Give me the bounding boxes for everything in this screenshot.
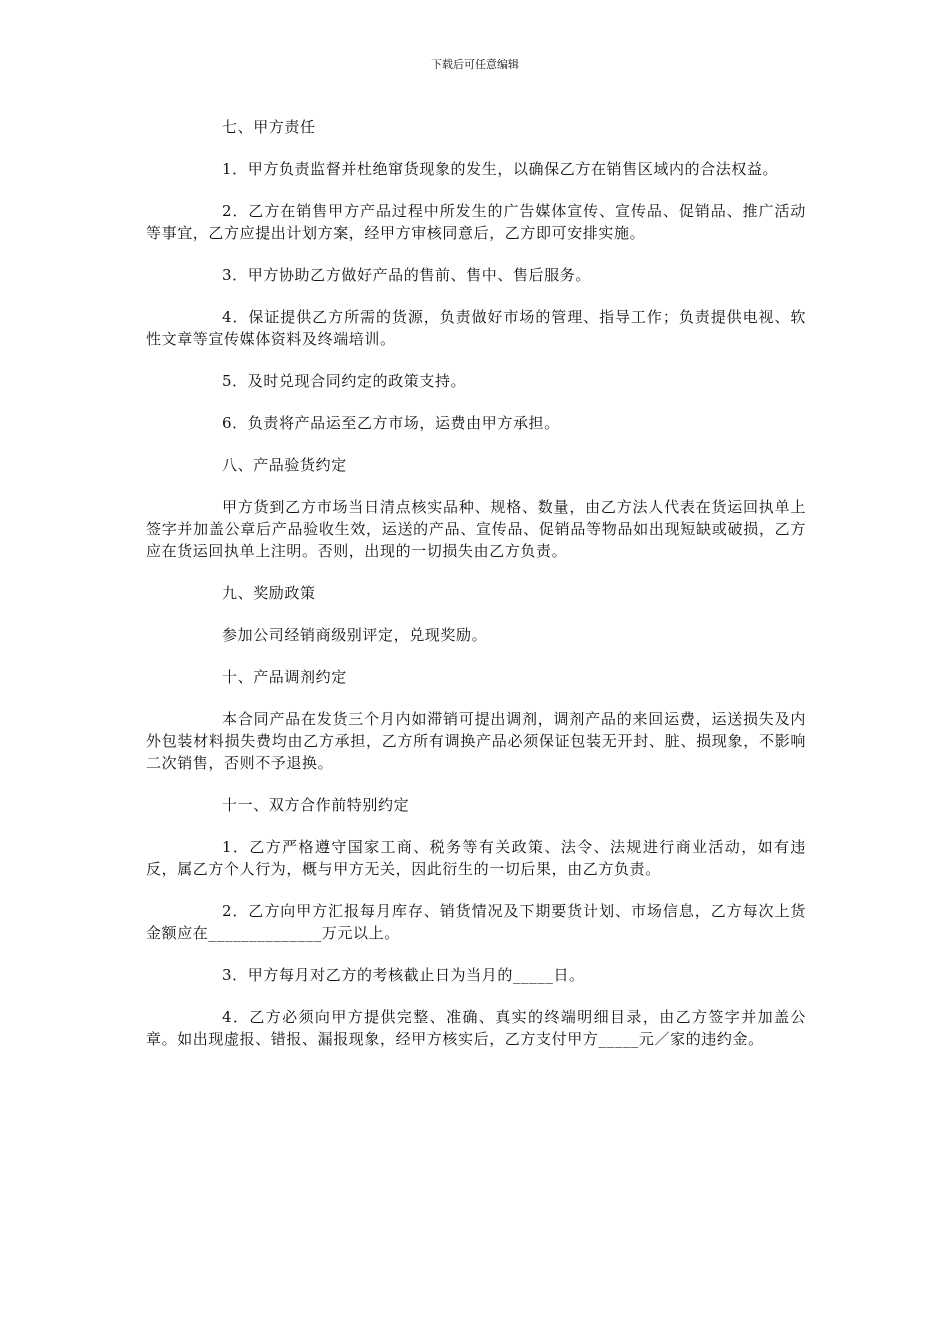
section-heading-8: 八、产品验货约定 — [222, 456, 347, 474]
paragraph-11-1: 1．乙方严格遵守国家工商、税务等有关政策、法令、法规进行商业活动，如有违反，属乙方个人行为，概与甲方无关，因此衍生的一切后果，由乙方负责。 — [146, 838, 806, 878]
section-heading-10: 十、产品调剂约定 — [222, 668, 347, 686]
section-heading-9: 九、奖励政策 — [222, 584, 316, 602]
section-heading-7: 七、甲方责任 — [222, 118, 316, 136]
section-heading-11: 十一、双方合作前特别约定 — [222, 796, 410, 814]
paragraph-7-3: 3．甲方协助乙方做好产品的售前、售中、售后服务。 — [222, 266, 591, 284]
paragraph-9: 参加公司经销商级别评定，兑现奖励。 — [222, 626, 488, 644]
paragraph-11-3: 3．甲方每月对乙方的考核截止日为当月的_____日。 — [222, 966, 585, 984]
document-body — [146, 116, 806, 1070]
paragraph-7-2: 2．乙方在销售甲方产品过程中所发生的广告媒体宣传、宣传品、促销品、推广活动等事宜，乙方应提出计划方案，经甲方审核同意后，乙方即可安排实施。 — [146, 202, 806, 242]
paragraph-7-1: 1．甲方负责监督并杜绝窜货现象的发生，以确保乙方在销售区域内的合法权益。 — [222, 160, 779, 178]
paragraph-11-2: 2．乙方向甲方汇报每月库存、销货情况及下期要货计划、市场信息，乙方每次上货金额应在______________万元以上。 — [146, 902, 806, 942]
paragraph-8: 甲方货到乙方市场当日清点核实品种、规格、数量，由乙方法人代表在货运回执单上签字并加盖公章后产品验收生效，运送的产品、宣传品、促销品等物品如出现短缺或破损，乙方应在货运回执单上注明。否则，出现的一切损失由乙方负责。 — [146, 498, 806, 560]
page-header: 下载后可任意编辑 — [431, 58, 519, 71]
paragraph-7-6: 6．负责将产品运至乙方市场，运费由甲方承担。 — [222, 414, 560, 432]
paragraph-7-5: 5．及时兑现合同约定的政策支持。 — [222, 372, 467, 390]
paragraph-7-4: 4．保证提供乙方所需的货源，负责做好市场的管理、指导工作；负责提供电视、软性文章等宣传媒体资料及终端培训。 — [146, 308, 806, 348]
paragraph-11-4: 4．乙方必须向甲方提供完整、准确、真实的终端明细目录，由乙方签字并加盖公章。如出现虚报、错报、漏报现象，经甲方核实后，乙方支付甲方_____元／家的违约金。 — [146, 1008, 806, 1048]
paragraph-10: 本合同产品在发货三个月内如滞销可提出调剂，调剂产品的来回运费，运送损失及内外包装材料损失费均由乙方承担，乙方所有调换产品必须保证包装无开封、脏、损现象，不影响二次销售，否则不予退换。 — [146, 710, 806, 772]
